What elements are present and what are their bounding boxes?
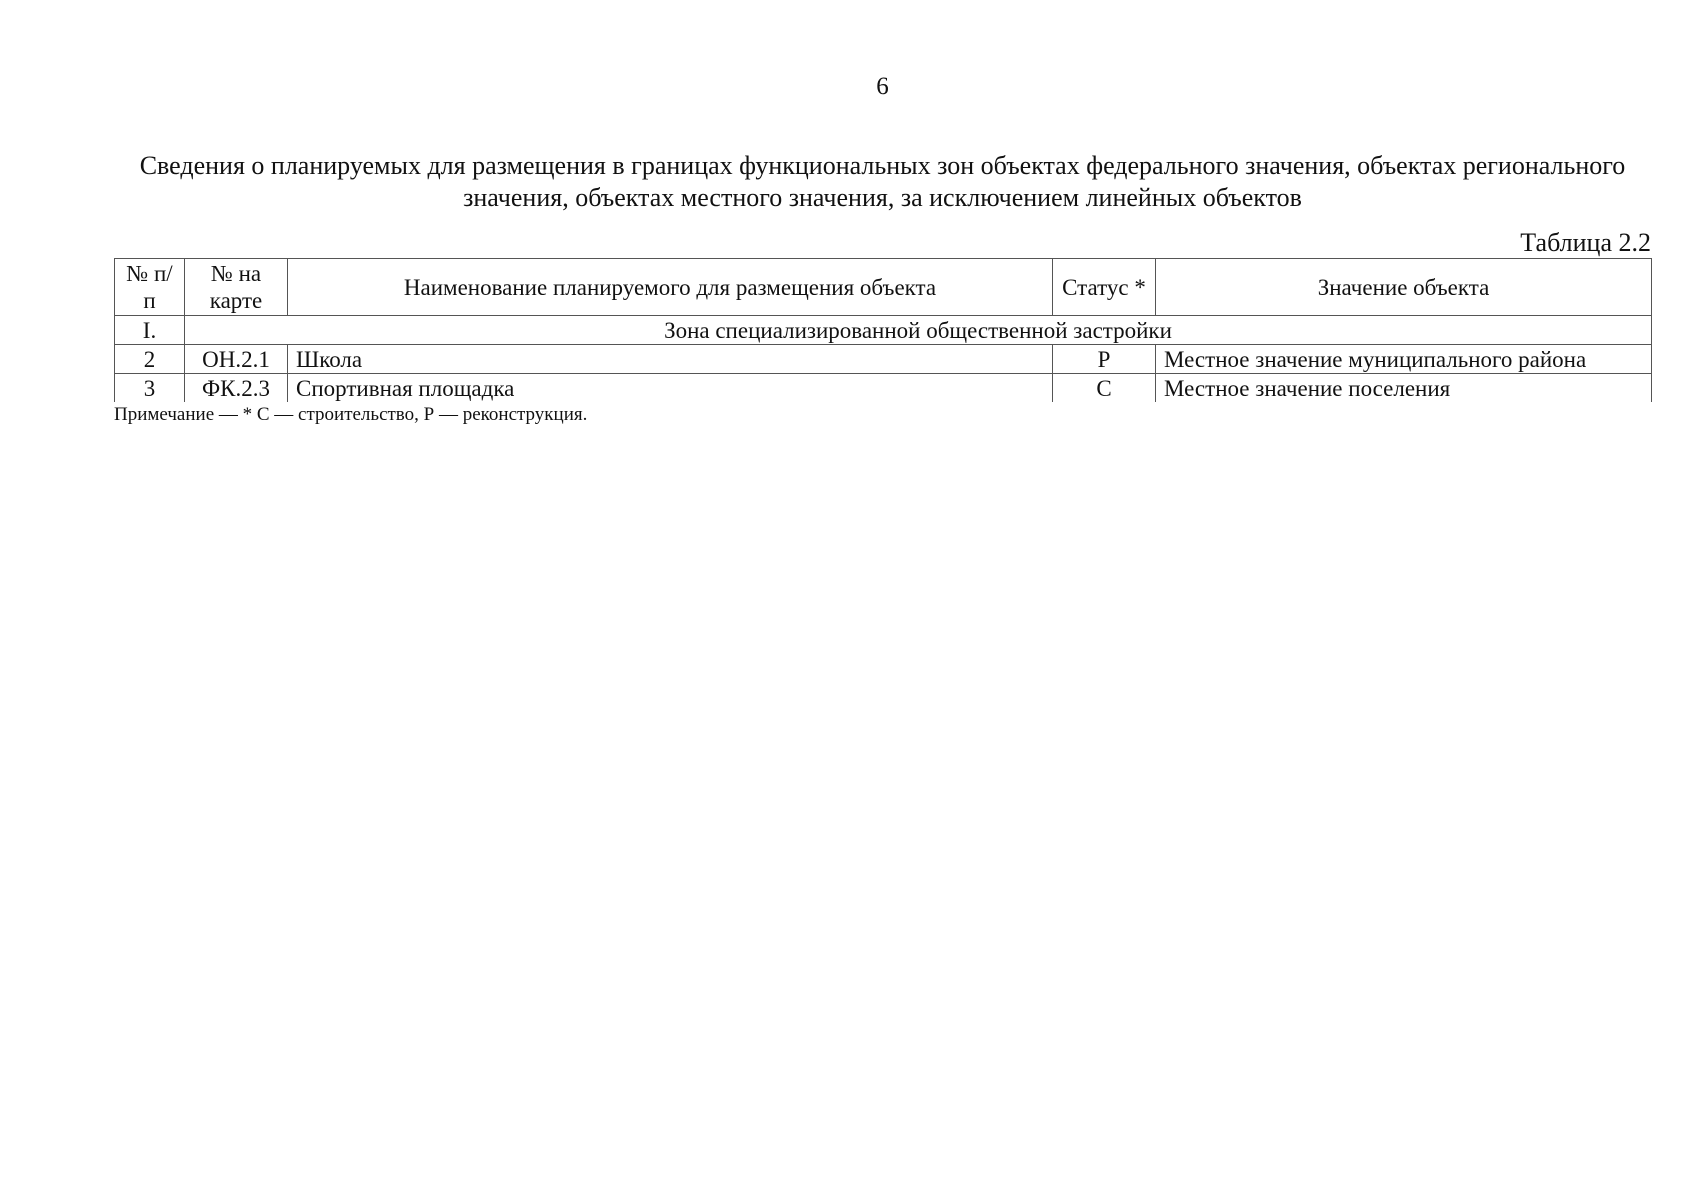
row-num: 2 xyxy=(115,345,185,374)
row-num: 3 xyxy=(115,374,185,403)
section-title: Зона специализированной общественной застройки xyxy=(185,316,1652,345)
row-map-num: ОН.2.1 xyxy=(185,345,288,374)
table-row xyxy=(115,374,1652,403)
table-note: Примечание — * С — строительство, Р — реконструкция. xyxy=(114,404,588,425)
row-map-num: ФК.2.3 xyxy=(185,374,288,403)
header-map-num: № на карте xyxy=(185,259,288,316)
page-number: 6 xyxy=(876,73,889,100)
document-title: Сведения о планируемых для размещения в границах функциональных зон объектах федерального значения, объектах регионального значения, объектах местного значения, за исключением линейных объектов xyxy=(139,151,1626,212)
table-row xyxy=(115,345,1652,374)
row-name: Школа xyxy=(288,345,1053,374)
row-significance: Местное значение поселения xyxy=(1156,374,1652,403)
header-significance: Значение объекта xyxy=(1156,259,1652,316)
header-num: № п/п xyxy=(115,259,185,316)
header-name: Наименование планируемого для размещения объекта xyxy=(288,259,1053,316)
table-header-row xyxy=(115,259,1652,316)
row-significance: Местное значение муниципального района xyxy=(1156,345,1652,374)
header-status: Статус * xyxy=(1053,259,1156,316)
section-num: I. xyxy=(115,316,185,345)
row-status: С xyxy=(1053,374,1156,403)
objects-table xyxy=(114,258,1652,402)
row-status: Р xyxy=(1053,345,1156,374)
table-caption: Таблица 2.2 xyxy=(1520,228,1651,257)
row-name: Спортивная площадка xyxy=(288,374,1053,403)
section-row xyxy=(115,316,1652,345)
